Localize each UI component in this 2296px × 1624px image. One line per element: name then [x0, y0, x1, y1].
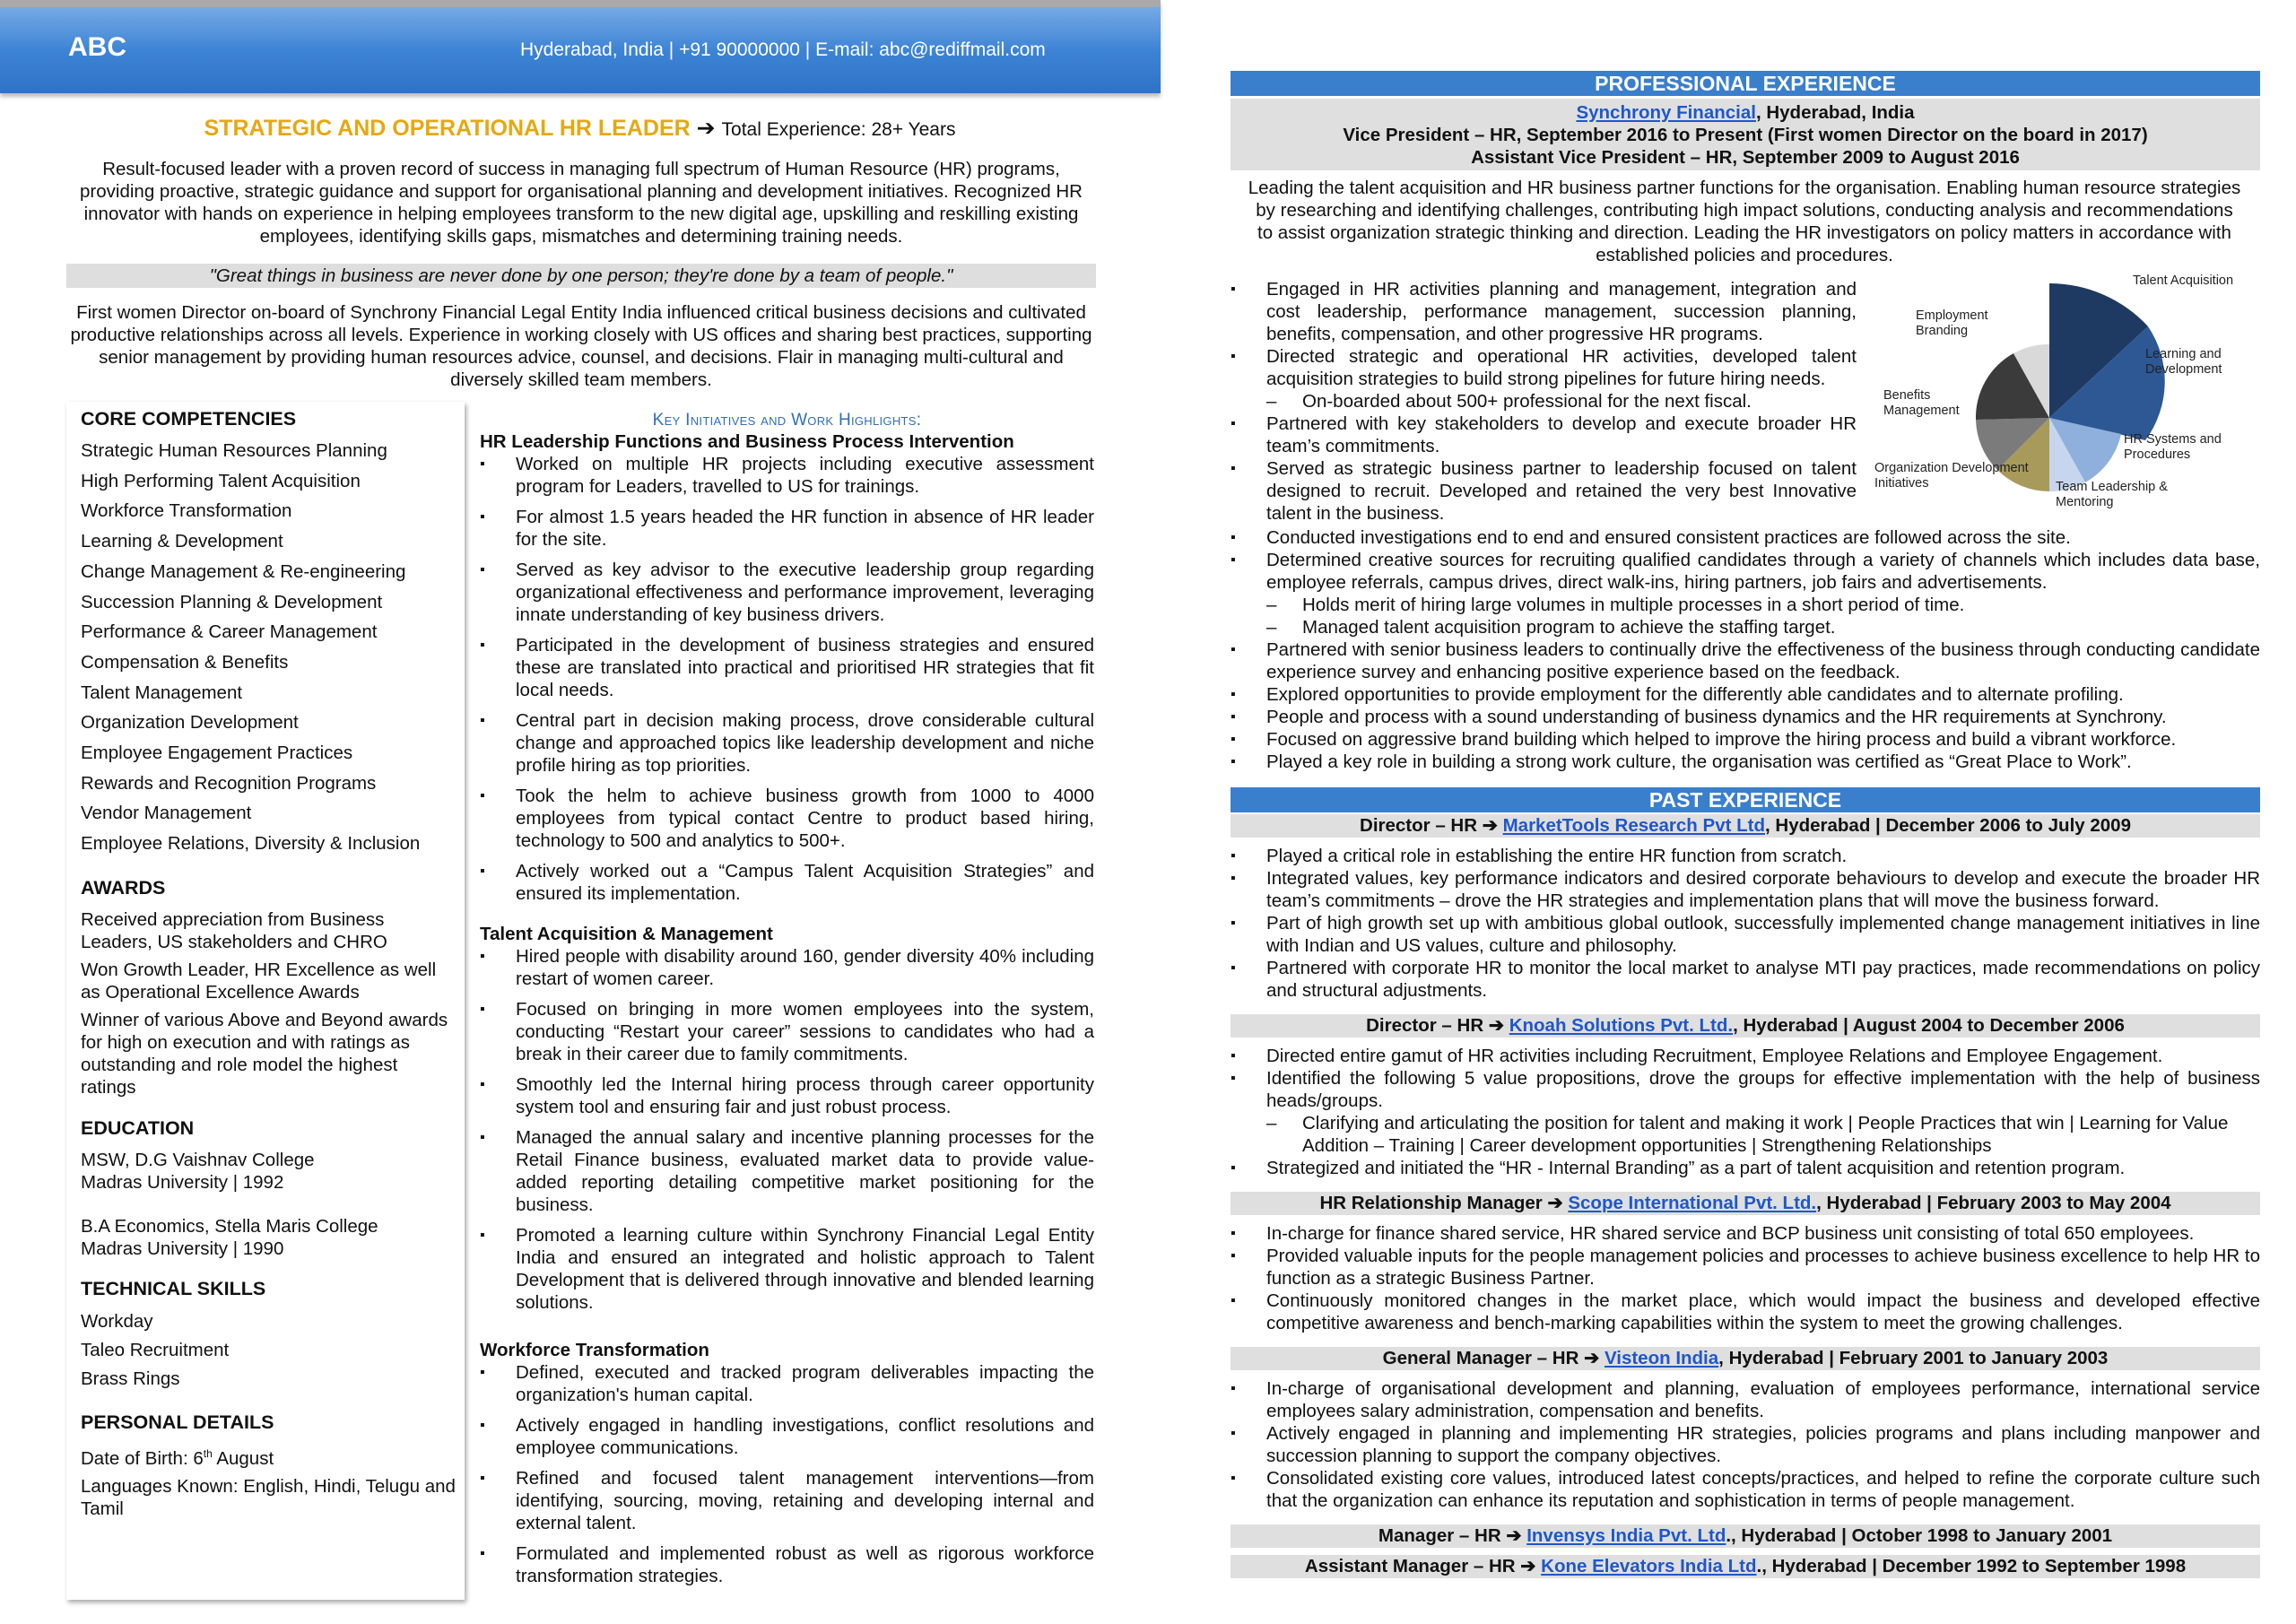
- label-hr-systems: HR Systems and Procedures: [2124, 432, 2222, 462]
- header-top-strip: [0, 0, 1161, 7]
- initiatives-title: Key Initiatives and Work Highlights:: [652, 411, 922, 430]
- initiative-item: ▪ Took the helm to achieve business growth from 1000 to 4000 employees from typical contact Centre to product based hiring, technology to 500 and analytics to 500+.: [480, 785, 1094, 852]
- bullet-item: ▪ Focused on aggressive brand building which helped to improve the hiring process and build a vibrant workforce.: [1231, 728, 2260, 751]
- awards-list: [81, 908, 457, 1099]
- sub-bullet-item: – Managed talent acquisition program to achieve the staffing target.: [1231, 616, 2260, 638]
- job-company-link[interactable]: Knoah Solutions Pvt. Ltd.: [1509, 1015, 1734, 1036]
- summary-secondary: First women Director on-board of Synchrony Financial Legal Entity India influenced critical business decisions and cultivated productive relationships across all levels. Experience in working closely with US offices and sharing best practices, supporting senior management by providing human resources advice, counsel, and decisions. Flair in managing multi-cultural and diversely skilled team members.: [70, 302, 1092, 390]
- competency-item: Employee Relations, Diversity & Inclusion: [81, 833, 421, 855]
- job-items: [1231, 845, 2260, 1002]
- job-role: HR Relationship Manager ➔: [1319, 1193, 1569, 1213]
- role-avp: Assistant Vice President – HR, September 2009 to August 2016: [1471, 147, 2020, 168]
- education-list: [81, 1149, 457, 1260]
- initiative-item: ▪ Actively worked out a “Campus Talent Acquisition Strategies” and ensured its implementation.: [480, 860, 1094, 905]
- professional-list-wide: [1231, 526, 2260, 773]
- professional-list-narrow: [1231, 278, 1857, 525]
- job-company-link[interactable]: Invensys India Pvt. Ltd: [1526, 1525, 1726, 1546]
- left-column: [81, 408, 457, 1520]
- technical-skill: Taleo Recruitment: [81, 1339, 230, 1360]
- education-degree: B.A Economics, Stella Maris College: [81, 1215, 378, 1237]
- initiative-item: ▪ Defined, executed and tracked program deliverables impacting the organization's human capital.: [480, 1361, 1094, 1406]
- bullet-item: ▪ Partnered with corporate HR to monitor the local market to analyse MTI pay practices, made recommendations on policy and structural adjustments.: [1231, 957, 2260, 1002]
- bullet-item: ▪ Played a key role in building a strong work culture, the organisation was certified as “Great Place to Work”.: [1231, 751, 2260, 773]
- competency-item: Workforce Transformation: [81, 500, 292, 522]
- languages-known: Languages Known: English, Hindi, Telugu and Tamil: [81, 1475, 456, 1519]
- past-job-title: [1231, 1192, 2260, 1215]
- initiative-item: ▪ Hired people with disability around 160, gender diversity 40% including restart of women career.: [480, 945, 1094, 990]
- candidate-name: ABC: [68, 32, 126, 62]
- awards-title: AWARDS: [81, 876, 166, 899]
- job-details: ., Hyderabad | October 1998 to January 2001: [1726, 1525, 2113, 1546]
- education-university: Madras University | 1990: [81, 1238, 284, 1259]
- technical-skill: Brass Rings: [81, 1368, 180, 1389]
- label-team-leadership: Team Leadership & Mentoring: [2056, 480, 2168, 509]
- bullet-item: ▪ Partnered with senior business leaders to continually drive the effectiveness of the business through conducting candidate experience survey and enhancing positive experience based on the feedback.: [1231, 638, 2260, 683]
- job-company-link[interactable]: MarketTools Research Pvt Ltd: [1502, 815, 1765, 836]
- bullet-item: ▪ Continuously monitored changes in the market place, which would impact the business and developed effective competitive awareness and bench-marking capabilities within the system to meet the growing challenges.: [1231, 1290, 2260, 1334]
- label-branding: Employment Branding: [1916, 308, 1988, 338]
- job-details: , Hyderabad | December 2006 to July 2009: [1765, 815, 2131, 836]
- competency-item: Change Management & Re-engineering: [81, 560, 406, 582]
- competency-item: Compensation & Benefits: [81, 651, 289, 673]
- bullet-item: ▪ Strategized and initiated the “HR - Internal Branding” as a part of talent acquisition and retention program.: [1231, 1157, 2260, 1179]
- initiative-item: ▪ Managed the annual salary and incentive planning processes for the Retail Finance business, evaluated market data to provide value-added reporting detailing competitive market positioning for the business.: [480, 1126, 1094, 1216]
- label-learning: Learning and Development: [2145, 347, 2222, 377]
- competency-item: Rewards and Recognition Programs: [81, 772, 377, 794]
- job-items: [1231, 1045, 2260, 1179]
- initiative-section-title: Talent Acquisition & Management: [480, 924, 773, 944]
- past-jobs-list: [1231, 814, 2260, 1578]
- initiative-item: ▪ Smoothly led the Internal hiring process through career opportunity system tool and ensuring fair and just robust process.: [480, 1073, 1094, 1118]
- bullet-item: ▪ Determined creative sources for recruiting qualified candidates through a variety of channels which includes data base, employee referrals, campus drives, direct walk-ins, hiring partners, job fairs and advertisements.: [1231, 549, 2260, 594]
- bullet-item: ▪ Partnered with key stakeholders to develop and execute broader HR team’s commitments.: [1231, 413, 1857, 457]
- education-item: [81, 1149, 457, 1194]
- initiative-item: ▪ Actively engaged in handling investigations, conflict resolutions and employee communications.: [480, 1414, 1094, 1459]
- bullet-item: ▪ Directed strategic and operational HR activities, developed talent acquisition strategies to build strong pipelines for future hiring needs.: [1231, 345, 1857, 390]
- technical-skill: Workday: [81, 1310, 153, 1332]
- role-vp: Vice President – HR, September 2016 to Present (First women Director on the board in 2017): [1343, 125, 2148, 145]
- competency-item: Learning & Development: [81, 531, 283, 552]
- bullet-item: ▪ Provided valuable inputs for the people management policies and processes to achieve business excellence to help HR to function as a strategic Business Partner.: [1231, 1245, 2260, 1290]
- job-company-link[interactable]: Scope International Pvt. Ltd.: [1568, 1193, 1817, 1213]
- bullet-item: ▪ Part of high growth set up with ambitious global outlook, successfully implemented change management initiatives in line with Indian and US values, culture and philosophy.: [1231, 912, 2260, 957]
- bullet-item: ▪ Played a critical role in establishing the entire HR function from scratch.: [1231, 845, 2260, 867]
- bullet-item: ▪ Conducted investigations end to end and ensured consistent practices are followed across the site.: [1231, 526, 2260, 549]
- education-university: Madras University | 1992: [81, 1171, 284, 1193]
- bullet-item: ▪ Explored opportunities to provide employment for the differently able candidates and to alternate profiling.: [1231, 683, 2260, 706]
- technical-skills-list: [81, 1307, 457, 1394]
- job-role: Assistant Manager – HR ➔: [1304, 1556, 1542, 1576]
- job-role: Director – HR ➔: [1366, 1015, 1509, 1036]
- contact-info: Hyderabad, India | +91 90000000 | E-mail: abc@rediffmail.com: [520, 39, 1046, 60]
- competency-item: Succession Planning & Development: [81, 591, 383, 612]
- competency-item: Employee Engagement Practices: [81, 743, 353, 764]
- education-title: EDUCATION: [81, 1116, 195, 1139]
- sub-bullet-item: – Clarifying and articulating the position for talent and making it work | People Practices that win | Learning for Value Addition – Training | Career development opportunities | Strengthening Relationships: [1231, 1112, 2260, 1157]
- date-of-birth: Date of Birth: 6th August: [81, 1446, 274, 1469]
- job-role: General Manager – HR ➔: [1382, 1348, 1605, 1368]
- job-details: , Hyderabad | February 2001 to January 2003: [1718, 1348, 2109, 1368]
- job-role: Manager – HR ➔: [1378, 1525, 1527, 1546]
- initiative-sections: [480, 430, 1094, 1587]
- competency-item: Organization Development: [81, 712, 299, 734]
- education-item: [81, 1215, 457, 1260]
- competency-item: Talent Management: [81, 682, 243, 703]
- synchrony-link[interactable]: Synchrony Financial: [1576, 102, 1756, 123]
- past-job-title: [1231, 1524, 2260, 1548]
- bullet-item: ▪ Served as strategic business partner to leadership focused on talent designed to recruit. Developed and retained the very best Innovative talent in the business.: [1231, 457, 1857, 525]
- past-job-title: [1231, 1014, 2260, 1038]
- job-details: , Hyderabad | February 2003 to May 2004: [1816, 1193, 2171, 1213]
- initiative-item: ▪ Formulated and implemented robust as well as rigorous workforce transformation strategies.: [480, 1542, 1094, 1587]
- competency-item: Strategic Human Resources Planning: [81, 440, 387, 461]
- professional-summary: Leading the talent acquisition and HR business partner functions for the organisation. Enabling human resource strategies by researching and identifying challenges, contributing high impact solutions, conducting analysis and recommendations to assist organization strategic thinking and direction. Leading the HR investigators on policy matters in accordance with established policies and procedures.: [1248, 178, 2241, 265]
- core-competencies-list: [81, 436, 457, 859]
- job-company-link[interactable]: Kone Elevators India Ltd: [1541, 1556, 1757, 1576]
- initiative-item: ▪ Focused on bringing in more women employees into the system, conducting “Restart your career” sessions to candidates who had a break in their career due to family commitments.: [480, 998, 1094, 1065]
- initiative-item: ▪ Served as key advisor to the executive leadership group regarding organizational effectiveness and performance improvement, leveraging innate understanding of key business drivers.: [480, 559, 1094, 626]
- initiative-section-title: HR Leadership Functions and Business Process Intervention: [480, 431, 1014, 452]
- bullet-item: ▪ Consolidated existing core values, introduced latest concepts/practices, and helped to refine the corporate culture such that the organization can enhance its reputation and sophistication in terms of people management.: [1231, 1467, 2260, 1512]
- bullet-item: ▪ Actively engaged in planning and implementing HR strategies, policies programs and plans including manpower and succession planning to support the company objectives.: [1231, 1422, 2260, 1467]
- initiative-section-title: Workforce Transformation: [480, 1340, 709, 1360]
- bullet-item: ▪ In-charge for finance shared service, HR shared service and BCP business unit consisting of total 650 employees.: [1231, 1222, 2260, 1245]
- sub-bullet-item: – Holds merit of hiring large volumes in multiple processes in a short period of time.: [1231, 594, 2260, 616]
- bullet-item: ▪ Engaged in HR activities planning and management, integration and cost leadership, performance management, succession planning, benefits, compensation, and other progressive HR programs.: [1231, 278, 1857, 345]
- bullet-item: ▪ People and process with a sound understanding of business dynamics and the HR requirements at Synchrony.: [1231, 706, 2260, 728]
- award-item: Received appreciation from Business Leaders, US stakeholders and CHRO: [81, 908, 387, 952]
- initiative-item: ▪ For almost 1.5 years headed the HR function in absence of HR leader for the site.: [480, 506, 1094, 551]
- bullet-item: ▪ Directed entire gamut of HR activities including Recruitment, Employee Relations and Employee Engagement.: [1231, 1045, 2260, 1067]
- initiative-item: ▪ Worked on multiple HR projects including executive assessment program for Leaders, travelled to US for trainings.: [480, 453, 1094, 498]
- job-role: Director – HR ➔: [1360, 815, 1503, 836]
- education-degree: MSW, D.G Vaishnav College: [81, 1149, 315, 1170]
- bullet-item: ▪ Integrated values, key performance indicators and desired corporate behaviours to develop and execute the broader HR team’s commitments – drove the HR strategies and implementation plans that will move the business forward.: [1231, 867, 2260, 912]
- job-company-link[interactable]: Visteon India: [1604, 1348, 1719, 1368]
- job-items: [1231, 1377, 2260, 1512]
- technical-skills-title: TECHNICAL SKILLS: [81, 1277, 266, 1299]
- past-job-title: [1231, 1555, 2260, 1578]
- sub-bullet-item: – On-boarded about 500+ professional for the next fiscal.: [1231, 390, 1857, 413]
- core-competencies-title: CORE COMPETENCIES: [81, 408, 297, 430]
- professional-experience-header: PROFESSIONAL EXPERIENCE: [1231, 71, 2260, 96]
- past-experience: [1231, 787, 2260, 1578]
- summary: Result-focused leader with a proven record of success in managing full spectrum of Human Resource (HR) programs, providing proactive, strategic guidance and support for organisational planning and development initiatives. Recognized HR innovator with hands on experience in helping employees transform to the new digital age, upskilling and reskilling existing employees, identifying skills gaps, mismatches and determining training needs.: [80, 159, 1083, 247]
- competency-item: Performance & Career Management: [81, 621, 378, 643]
- initiative-item: ▪ Promoted a learning culture within Synchrony Financial Legal Entity India and ensured an integrated and holistic approach to Talent Development that is delivered through innovative and blended learning solutions.: [480, 1224, 1094, 1314]
- bullet-item: ▪ Identified the following 5 value propositions, drove the groups for effective implementation with the help of business heads/groups.: [1231, 1067, 2260, 1112]
- arrow-icon: ➔: [696, 116, 716, 141]
- total-experience: Total Experience: 28+ Years: [721, 119, 956, 140]
- initiatives-column: [480, 411, 1094, 1587]
- past-experience-header: PAST EXPERIENCE: [1231, 787, 2260, 812]
- past-job-title: [1231, 1347, 2260, 1370]
- job-items: [1231, 1222, 2260, 1334]
- initiative-item: ▪ Participated in the development of business strategies and ensured these are translated into practical and prioritised HR strategies that fit local needs.: [480, 634, 1094, 701]
- quote-bar: "Great things in business are never done by one person; they're done by a team of people.": [66, 264, 1096, 288]
- label-benefits: Benefits Management: [1883, 388, 1960, 418]
- synchrony-company-line: Synchrony Financial, Hyderabad, India: [1576, 102, 1915, 123]
- past-job-title: [1231, 814, 2260, 838]
- initiative-item: ▪ Central part in decision making process, drove considerable cultural change and approached topics like leadership development and niche profile hiring as top priorities.: [480, 709, 1094, 777]
- bullet-item: ▪ In-charge of organisational development and planning, evaluation of employees performance, international service employees salary administration, compensation and benefits.: [1231, 1377, 2260, 1422]
- label-talent-acquisition: Talent Acquisition: [2133, 274, 2234, 288]
- job-details: , Hyderabad | August 2004 to December 2006: [1733, 1015, 2125, 1036]
- competency-item: Vendor Management: [81, 803, 252, 824]
- competency-item: High Performing Talent Acquisition: [81, 470, 361, 491]
- headline: [66, 115, 1093, 142]
- initiative-item: ▪ Refined and focused talent management interventions—from identifying, sourcing, moving, retaining and developing internal and external talent.: [480, 1467, 1094, 1534]
- job-details: ., Hyderabad | December 1992 to September 1998: [1756, 1556, 2187, 1576]
- award-item: Won Growth Leader, HR Excellence as well as Operational Excellence Awards: [81, 959, 437, 1003]
- label-org-development: Organization Development Initiatives: [1874, 461, 2029, 491]
- personal-details-title: PERSONAL DETAILS: [81, 1411, 274, 1433]
- headline-title: STRATEGIC AND OPERATIONAL HR LEADER: [204, 116, 691, 141]
- award-item: Winner of various Above and Beyond awards for high on execution and with ratings as outstanding and role model the highest ratings: [81, 1009, 448, 1098]
